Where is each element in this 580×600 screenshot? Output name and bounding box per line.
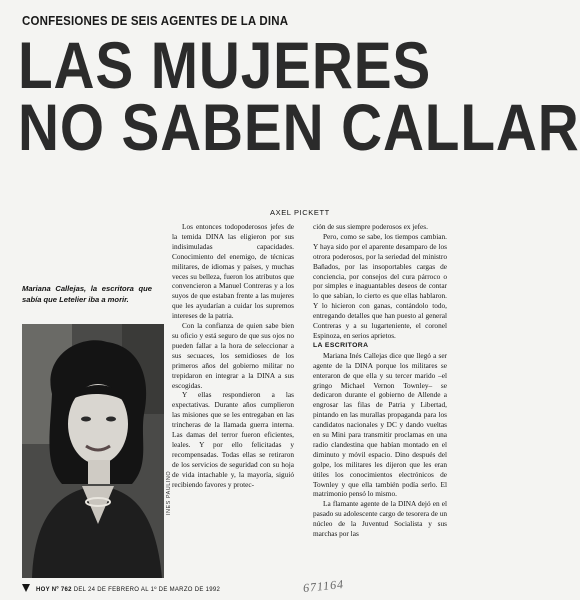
- page-footer: [22, 584, 220, 593]
- issue-dates: DEL 24 DE FEBRERO AL 1º DE MARZO DE 1992: [73, 587, 221, 593]
- section-subhead: LA ESCRITORA: [313, 341, 369, 349]
- paragraph: Y ellas respondieron a las expectativas. Durante años cumplieron las misiones que se les entregaban en las trincheras de la llamada guerra interna. Las damas del terror fueron eficientes, leales. Y por ello felicitadas y recompensadas. Todas ellas se retiraron de los servicios de seguridad con su hoja de vida intachable y, la mayoría, siguió recibiendo favores y protec-: [172, 390, 294, 489]
- handwritten-annotation: 671164: [302, 576, 345, 596]
- paragraph: Pero, como se sabe, los tiempos cambian. Y haya sido por el aparente desamparo de los otrora poderosos, por la seriedad del ministro Bañados, por las insoportables cargas de conciencia, por consejos del cura párroco o por simples e inaguantables deseos de contar lo que sabían, lo cierto es que ellas hablaron. Y lo hicieron con ganas, contándolo todo, entregando detalles que han puesto al general Contreras y a su lugarteniente, el coronel Espinoza, en serios aprietos.: [313, 231, 447, 340]
- magazine-logo-icon: [22, 584, 30, 592]
- portrait-photo: [22, 324, 164, 578]
- headline-line-1: LAS MUJERES: [18, 28, 432, 102]
- byline: AXEL PICKETT: [270, 208, 330, 217]
- portrait-illustration: [22, 324, 164, 578]
- paragraph: Mariana Inés Callejas dice que llegó a ser agente de la DINA porque los militares se enteraron de que ella y su tercer marido –el gringo Michael Vernon Townley– se dedicaron durante el gobierno de Allende a engrosar las filas de Patria y Libertad, pintando en las murallas propaganda para los candidatos nacionales y DC y dando vueltas en su Mini para transmitir proclamas en una radio clandestina que habían montado en el diminuto y móvil espacio. Dino después del golpe, los militares les dijeron que les eran útiles los conocimientos electrónicos de Townley y que ella también podía serlo. El matrimonio pensó lo mismo.: [313, 350, 447, 499]
- headline-line-2: NO SABEN CALLAR: [18, 90, 580, 164]
- photo-credit: INES PAULINO: [166, 470, 172, 515]
- paragraph: ción de sus siempre poderosos ex jefes.: [313, 222, 428, 231]
- issue-number: HOY Nº 762: [35, 587, 72, 593]
- paragraph: Con la confianza de quien sabe bien su oficio y está seguro de que sus ojos no pueden fallar a la hora de seleccionar a sus secuaces, los semidioses de los primeros años del gobierno militar no trepidaron en integrar a la DINA a sus escogidas.: [172, 321, 294, 390]
- headline: [18, 28, 580, 164]
- article-column-2: [313, 222, 447, 539]
- paragraph: Los entonces todopoderosos jefes de la temida DINA las eligieron por sus indisimuladas capacidades. Conocimiento del enemigo, de técnicas militares, de idiomas y países, y muchas veces su belleza, fueron los atributos que convencieron a Manuel Contreras y a los suyos de que estaban frente a las mujeres que les ayudarían a cuidar los supremos intereses de la patria.: [172, 222, 294, 321]
- article-kicker: CONFESIONES DE SEIS AGENTES DE LA DINA: [22, 14, 289, 28]
- paragraph: La flamante agente de la DINA dejó en el pasado su adolescente cargo de tesorera de un núcleo de la Juventud Socialista y sus marchas por las: [313, 499, 447, 539]
- photo-caption: Mariana Callejas, la escritora que sabía que Letelier iba a morir.: [22, 284, 152, 304]
- article-column-1: [172, 222, 294, 489]
